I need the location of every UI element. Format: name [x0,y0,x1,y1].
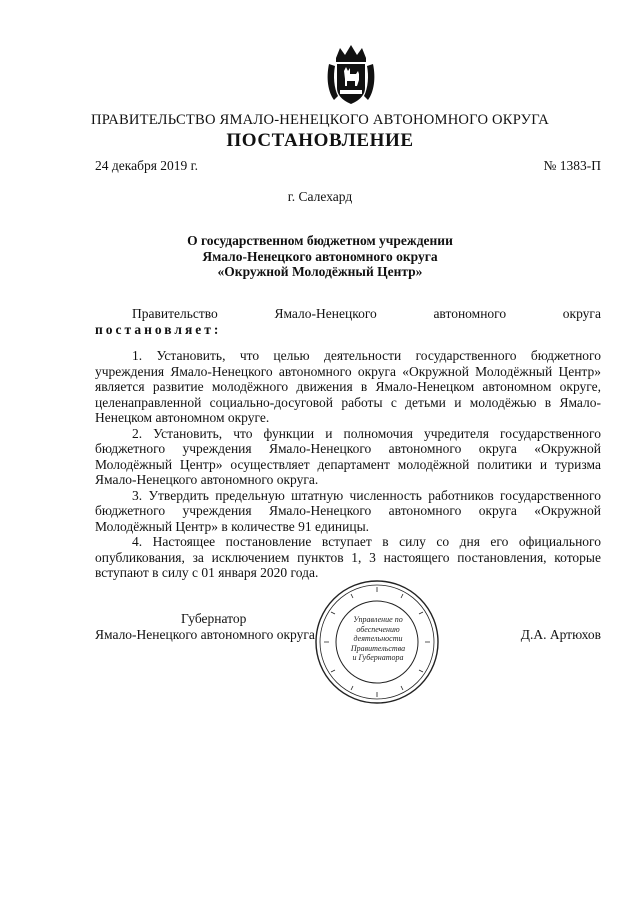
paragraph-item-3: 3. Утвердить предельную штатную численность работников государственного бюджетного учреждения Ямало-Ненецкого автономного округа «Окружной Молодёжный Центр» в количестве 91 единицы. [95,487,601,534]
title-line: Ямало-Ненецкого автономного округа [202,248,438,264]
signatory-position: Губернатор [181,611,247,626]
stamp-line: и Губернатора [352,653,404,662]
stamp-text [336,615,420,663]
document-body [95,348,601,581]
document-number: № 1383-П [543,158,601,173]
document-title [0,233,640,280]
document-type: ПОСТАНОВЛЕНИЕ [226,130,414,151]
preamble [95,306,601,337]
decrees-word: постановляет: [95,321,222,337]
paragraph-item-1: 1. Установить, что целью деятельности государственного бюджетного учреждения Ямало-Ненецкого автономного округа «Окружной Молодёжный Центр» является развитие молодёжного движения в Ямало-Ненецком автономном округе, целенаправленной социально-досуговой работы с детьми и молодёжью в Ямало-Ненецком автономном округе. [95,348,601,425]
preamble-word: Ямало-Ненецкого [274,306,377,321]
paragraph-item-4: 4. Настоящее постановление вступает в силу со дня его официального опубликования, за исключением пунктов 1, 3 настоящего постановления, которые вступают в силу с 01 января 2020 года. [95,534,601,580]
document-date: 24 декабря 2019 г. [95,158,199,173]
paragraph-item-2: 2. Установить, что функции и полномочия учредителя государственного бюджетного учреждения Ямало-Ненецкого автономного округа «Окружной Молодёжный Центр» осуществляет департамент молодёжной политики и туризма Ямало-Ненецкого автономного округа. [95,425,601,487]
stamp-line: деятельности [353,634,403,643]
document-city: г. Салехард [287,189,353,204]
government-name: ПРАВИТЕЛЬСТВО ЯМАЛО-НЕНЕЦКОГО АВТОНОМНОГО ОКРУГА [91,112,549,128]
signatory-name: Д.А. Артюхов [520,627,601,642]
coat-of-arms-emblem [326,44,376,106]
preamble-word: округа [562,306,601,321]
stamp-line: Управление по [353,615,403,624]
preamble-word: автономного [433,306,507,321]
preamble-word: Правительство [132,306,218,321]
stamp-line: обеспечению [356,624,400,634]
title-line: «Окружной Молодёжный Центр» [217,264,423,279]
signatory-position-region: Ямало-Ненецкого автономного округа [95,627,315,642]
stamp-line: Правительства [350,643,406,653]
title-line: О государственном бюджетном учреждении [187,233,453,248]
